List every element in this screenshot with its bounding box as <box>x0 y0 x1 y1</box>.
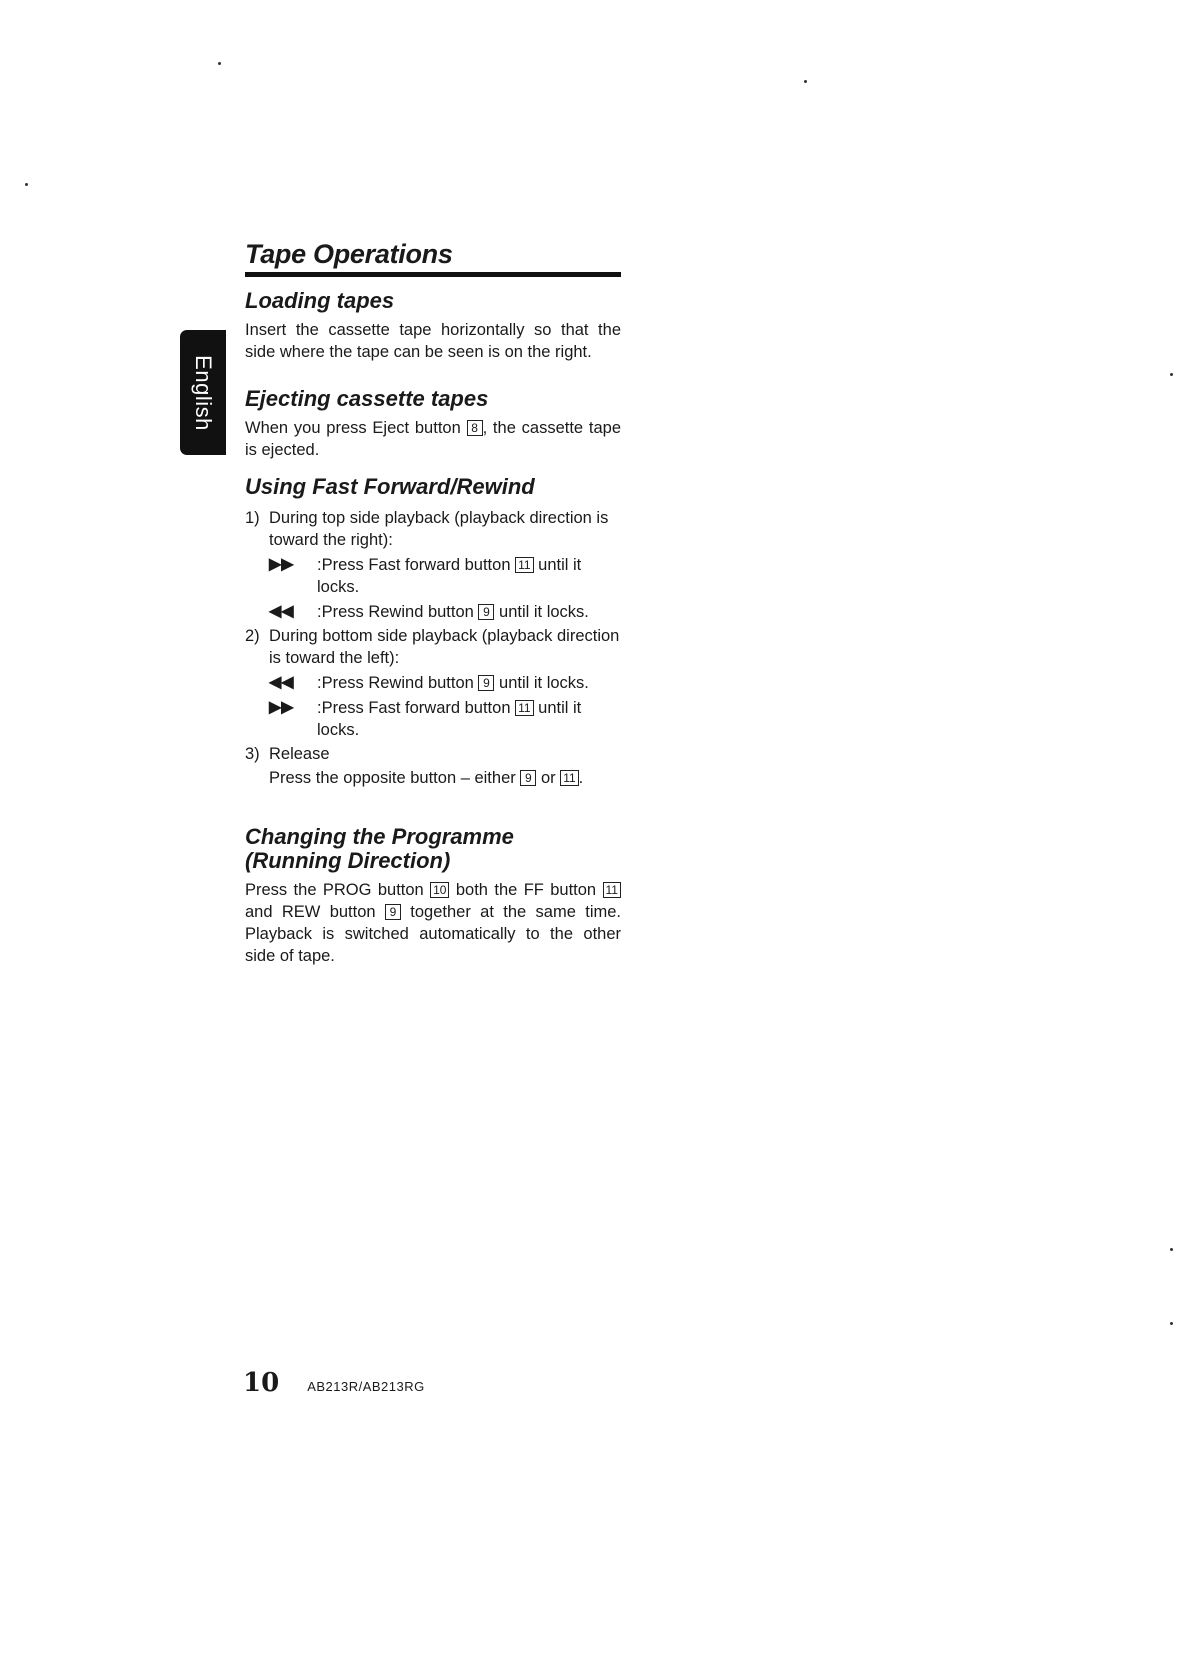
ff-button-key: 11 <box>515 557 533 573</box>
page-title: Tape Operations <box>245 239 453 269</box>
release-body <box>269 767 621 789</box>
model-number: AB213R/AB213RG <box>307 1379 425 1394</box>
ffrew-heading: Using Fast Forward/Rewind <box>245 474 535 499</box>
sub-item-after: until it locks. <box>317 556 582 596</box>
scan-speck <box>1170 1248 1173 1251</box>
scan-speck <box>1170 373 1173 376</box>
release-end: . <box>578 769 584 787</box>
fast-forward-icon: ▶▶ <box>269 556 294 573</box>
programme-text-2: both the FF button <box>455 881 597 899</box>
list-item <box>245 743 621 765</box>
ff-button-key: 11 <box>603 882 621 898</box>
item-number: 3) <box>245 745 260 763</box>
sub-item <box>269 697 621 741</box>
sub-item-text: :Press Rewind button <box>317 674 474 692</box>
section-ffrew <box>245 475 621 789</box>
programme-text-4: together at the same time. Playback is switched automatically to the other side of tape. <box>245 903 621 965</box>
programme-body <box>245 879 621 967</box>
programme-heading-line2: (Running Direction) <box>245 848 451 873</box>
rewind-icon: ◀◀ <box>269 674 294 691</box>
content-column <box>245 238 621 967</box>
list-item <box>245 625 621 669</box>
loading-heading: Loading tapes <box>245 288 395 313</box>
rew-button-key: 9 <box>478 675 494 691</box>
release-or: or <box>540 769 556 787</box>
ejecting-body <box>245 417 621 461</box>
list-item <box>245 507 621 551</box>
eject-button-key: 8 <box>467 420 483 436</box>
ejecting-heading: Ejecting cassette tapes <box>245 386 489 411</box>
ejecting-text-1: When you press Eject button <box>245 419 461 437</box>
sub-item-after: until it locks. <box>317 699 582 739</box>
item-number: 2) <box>245 627 260 645</box>
loading-body: Insert the cassette tape horizontally so that the side where the tape can be seen is on the right. <box>245 321 621 361</box>
rewind-icon: ◀◀ <box>269 603 294 620</box>
rew-button-key: 9 <box>385 904 401 920</box>
sub-item-after: until it locks. <box>499 603 589 621</box>
sub-item-text: :Press Fast forward button <box>317 556 511 574</box>
sub-item-after: until it locks. <box>499 674 589 692</box>
page-number: 10 <box>243 1368 280 1398</box>
section-ejecting <box>245 387 621 461</box>
rew-button-key: 9 <box>520 770 536 786</box>
language-tab-label: English <box>191 354 216 431</box>
programme-text-1: Press the PROG button <box>245 881 424 899</box>
title-rule <box>245 272 621 277</box>
rew-button-key: 9 <box>478 604 494 620</box>
item-text: Release <box>269 745 330 763</box>
programme-heading-line1: Changing the Programme <box>245 824 514 849</box>
item-number: 1) <box>245 509 260 527</box>
ffrew-list <box>245 507 621 789</box>
scan-speck <box>218 62 221 65</box>
programme-text-3: and REW button <box>245 903 376 921</box>
ejecting-text-2: , the cassette tape is ejected. <box>245 419 622 459</box>
scan-speck <box>804 80 807 83</box>
fast-forward-icon: ▶▶ <box>269 699 294 716</box>
sub-item <box>269 672 621 694</box>
section-programme <box>245 825 621 967</box>
prog-button-key: 10 <box>430 882 449 898</box>
item-text: During bottom side playback (playback direction is toward the left): <box>269 627 620 667</box>
scan-speck <box>25 183 28 186</box>
section-loading <box>245 289 621 363</box>
sub-item <box>269 554 621 598</box>
release-text: Press the opposite button – either <box>269 769 516 787</box>
item-text: During top side playback (playback direction is toward the right): <box>269 509 609 549</box>
sub-item-text: :Press Rewind button <box>317 603 474 621</box>
page-footer <box>243 1368 425 1398</box>
ff-button-key: 11 <box>515 700 533 716</box>
sub-item <box>269 601 621 623</box>
language-tab <box>180 330 226 455</box>
scan-speck <box>1170 1322 1173 1325</box>
sub-item-text: :Press Fast forward button <box>317 699 511 717</box>
ff-button-key: 11 <box>560 770 578 786</box>
